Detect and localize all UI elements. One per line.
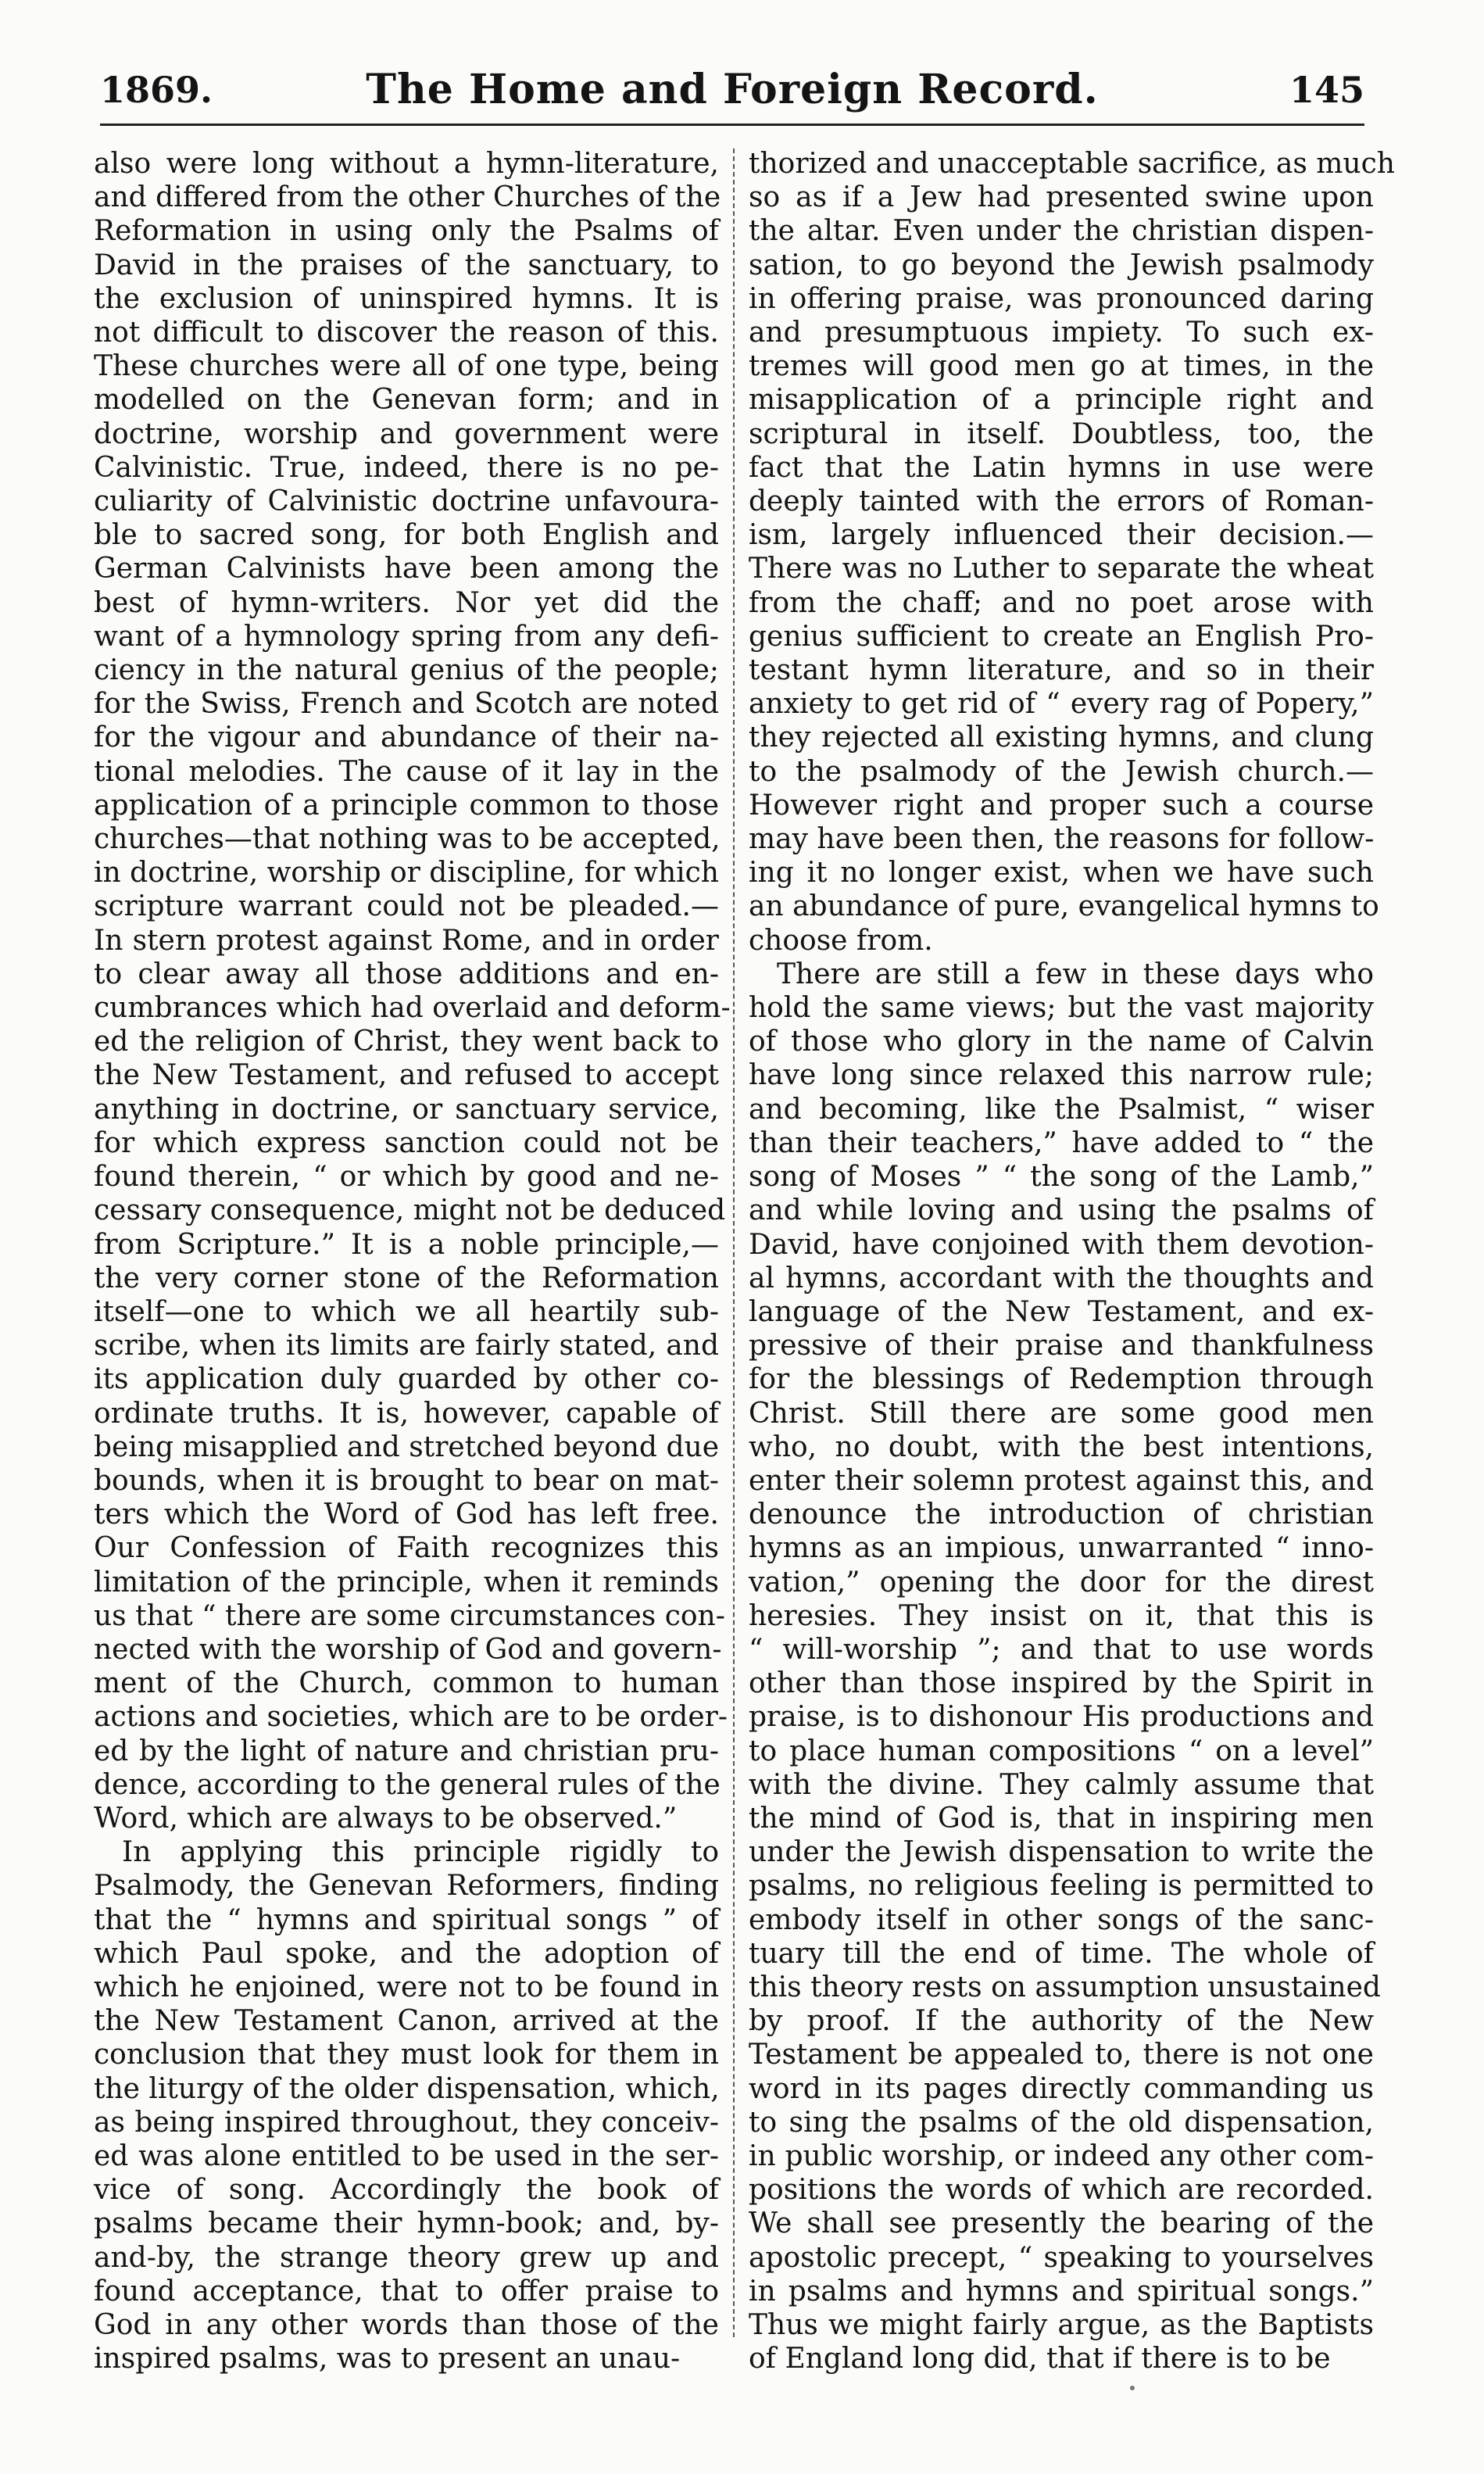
text-line: David, have conjoined with them devotion- [749,1228,1374,1261]
text-line: other than those inspired by the Spirit in [749,1667,1374,1700]
text-line: fact that the Latin hymns in use were [749,451,1374,484]
text-line: genius sufficient to create an English Pro- [749,620,1374,653]
text-line: song of Moses ” “ the song of the Lamb,” [749,1161,1374,1194]
text-line: Word, which are always to be observed.” [94,1802,678,1835]
text-line: who, no doubt, with the best intentions, [749,1430,1374,1463]
text-line: positions the words of which are recorded. [749,2174,1374,2207]
text-line: and while loving and using the psalms of [749,1194,1374,1227]
text-line: tremes will good men go at times, in the [749,350,1374,383]
text-line: the New Testament Canon, arrived at the [94,2005,719,2038]
text-line: for the vigour and abundance of their na- [94,721,719,754]
text-line: Psalmody, the Genevan Reformers, finding [94,1870,719,1903]
text-line: ism, largely influenced their decision.— [749,519,1374,552]
text-line: to the psalmody of the Jewish church.— [749,755,1374,788]
text-line: ment of the Church, common to human [94,1667,719,1700]
text-line: psalms, no religious feeling is permitted to [749,1870,1374,1903]
text-line: embody itself in other songs of the sanc- [749,1903,1374,1936]
text-line: application of a principle common to those [94,789,719,822]
text-line: have long since relaxed this narrow rule; [749,1059,1374,1092]
journal-title: The Home and Foreign Record. [366,66,1099,113]
text-line: vation,” opening the door for the direst [749,1566,1374,1599]
text-line: for which express sanction could not be [94,1126,719,1159]
text-line: conclusion that they must look for them in [94,2039,719,2071]
text-line: from the chaff; and no poet arose with [749,586,1374,619]
text-line: the exclusion of uninspired hymns. It is [94,282,719,315]
text-line: Reformation in using only the Psalms of [94,215,719,248]
text-line: being misapplied and stretched beyond due [94,1430,719,1463]
text-line: “ will-worship ”; and that to use words [749,1633,1374,1666]
text-line: by proof. If the authority of the New [749,2005,1374,2038]
text-line: nected with the worship of God and govern- [94,1633,722,1666]
text-line: Our Confession of Faith recognizes this [94,1532,719,1565]
text-line: and becoming, like the Psalmist, “ wiser [749,1093,1374,1126]
text-line: ters which the Word of God has left free. [94,1498,719,1531]
text-line: and-by, the strange theory grew up and [94,2241,719,2274]
text-line: There are still a few in these days who [777,958,1374,990]
text-line: heresies. They insist on it, that this is [749,1599,1374,1632]
text-line: found therein, “ or which by good and ne- [94,1161,719,1194]
text-line: to sing the psalms of the old dispensation, [749,2106,1374,2139]
text-line: cumbrances which had overlaid and deform- [94,992,731,1025]
text-line: in offering praise, was pronounced daring [749,282,1374,315]
text-line: tuary till the end of time. The whole of [749,1937,1374,1970]
text-line: bounds, when it is brought to bear on mat- [94,1464,719,1497]
text-line: ing it no longer exist, when we have such [749,857,1374,890]
running-header [100,66,1364,126]
text-line: may have been then, the reasons for follow- [749,823,1375,856]
text-line: denounce the introduction of christian [749,1498,1374,1531]
text-line: the New Testament, and refused to accept [94,1059,719,1092]
text-line: in doctrine, worship or discipline, for which [94,857,719,890]
text-line: cessary consequence, might not be deduced [94,1194,726,1227]
right-column [749,147,1395,2376]
text-line: hold the same views; but the vast majority [749,992,1374,1025]
text-line: this theory rests on assumption unsustained [749,1971,1381,2003]
text-line: itself—one to which we all heartily sub- [94,1295,719,1328]
text-line: best of hymn-writers. Nor yet did the [94,586,719,619]
text-line: so as if a Jew had presented swine upon [749,181,1374,214]
text-line: scribe, when its limits are fairly stated, and [94,1330,719,1362]
text-line: Testament be appealed to, there is not one [749,2039,1374,2071]
text-line: word in its pages directly commanding us [749,2072,1374,2105]
text-line: German Calvinists have been among the [94,553,719,585]
text-line: found acceptance, that to offer praise to [94,2275,719,2308]
text-line: hymns as an impious, unwarranted “ inno- [749,1532,1374,1565]
text-line: ble to sacred song, for both English and [94,519,719,552]
text-line: for the Swiss, French and Scotch are noted [94,688,719,721]
text-line: In stern protest against Rome, and in order [94,924,719,957]
text-line: testant hymn literature, and so in their [749,654,1374,687]
text-line: than their teachers,” have added to “ the [749,1126,1374,1159]
text-line: Calvinistic. True, indeed, there is no pe- [94,451,719,484]
text-line: psalms became their hymn-book; and, by- [94,2207,719,2240]
text-line: misapplication of a principle right and [749,384,1374,417]
text-line: vice of song. Accordingly the book of [94,2174,719,2207]
text-line: ciency in the natural genius of the people; [94,654,719,687]
text-line: in psalms and hymns and spiritual songs.” [749,2275,1374,2308]
text-line: thorized and unacceptable sacrifice, as much [749,148,1395,180]
text-line: ed by the light of nature and christian pru- [94,1735,719,1767]
text-line: the liturgy of the older dispensation, which, [94,2072,720,2105]
text-line: dence, according to the general rules of the [94,1768,721,1801]
text-line: its application duly guarded by other co- [94,1363,719,1396]
text-line: us that “ there are some circumstances con- [94,1599,725,1632]
text-line: tional melodies. The cause of it lay in the [94,755,719,788]
text-line: they rejected all existing hymns, and clung [749,721,1374,754]
text-line: churches—that nothing was to be accepted, [94,823,721,856]
text-line: in public worship, or indeed any other com- [749,2139,1374,2172]
text-line: God in any other words than those of the [94,2309,719,2341]
text-line: culiarity of Calvinistic doctrine unfavoura- [94,485,719,518]
text-line: which Paul spoke, and the adoption of [94,1937,719,1970]
text-line: pressive of their praise and thankfulness [749,1330,1374,1362]
text-line: limitation of the principle, when it reminds [94,1566,719,1599]
text-line: modelled on the Genevan form; and in [94,384,719,417]
text-line: anything in doctrine, or sanctuary service, [94,1093,719,1126]
column-divider [733,149,735,2337]
text-line: actions and societies, which are to be order- [94,1701,728,1734]
text-line: In applying this principle rigidly to [122,1836,719,1869]
text-line: under the Jewish dispensation to write the [749,1836,1374,1869]
text-line: from Scripture.” It is a noble principle,— [94,1228,719,1261]
text-line: the very corner stone of the Reformation [94,1262,719,1294]
text-line: and differed from the other Churches of the [94,181,721,214]
text-line: David in the praises of the sanctuary, to [94,249,719,281]
text-line: of those who glory in the name of Calvin [749,1026,1374,1058]
text-line: However right and proper such a course [749,789,1374,822]
text-line: scriptural in itself. Doubtless, too, the [749,417,1374,450]
text-line: ed the religion of Christ, they went back to [94,1026,719,1058]
header-year: 1869. [100,69,213,111]
text-line: praise, is to dishonour His productions and [749,1701,1374,1734]
page-number: 145 [1289,69,1364,111]
text-line: and presumptuous impiety. To such ex- [749,317,1374,349]
text-line: also were long without a hymn-literature, [94,148,719,180]
text-line: We shall see presently the bearing of the [749,2207,1374,2240]
text-line: anxiety to get rid of “ every rag of Popery,” [749,688,1374,721]
text-line: apostolic precept, “ speaking to yourselves [749,2241,1374,2274]
text-line: deeply tainted with the errors of Roman- [749,485,1374,518]
text-line: language of the New Testament, and ex- [749,1295,1374,1328]
text-line: with the divine. They calmly assume that [749,1768,1374,1801]
text-line: ed was alone entitled to be used in the ser- [94,2139,719,2172]
text-line: that the “ hymns and spiritual songs ” of [94,1903,719,1936]
text-line: the altar. Even under the christian dispen- [749,215,1374,248]
text-line: Thus we might fairly argue, as the Baptists [749,2309,1374,2341]
text-line: scripture warrant could not be pleaded.— [94,890,719,923]
text-line: There was no Luther to separate the wheat [749,553,1374,585]
text-line: want of a hymnology spring from any defi- [94,620,719,653]
text-line: to place human compositions “ on a level” [749,1735,1374,1767]
text-line: which he enjoined, were not to be found in [94,1971,719,2003]
text-line: These churches were all of one type, being [94,350,719,383]
text-line: choose from. [749,924,933,957]
text-line: ordinate truths. It is, however, capable of [94,1397,719,1430]
text-line: an abundance of pure, evangelical hymns to [749,890,1379,923]
text-line: inspired psalms, was to present an unau- [94,2343,681,2376]
text-line: sation, to go beyond the Jewish psalmody [749,249,1374,281]
text-line: enter their solemn protest against this, and [749,1464,1374,1497]
text-line: not difficult to discover the reason of this. [94,317,719,349]
ink-mark [1130,2386,1135,2390]
text-line: al hymns, accordant with the thoughts and [749,1262,1374,1294]
text-line: Christ. Still there are some good men [749,1397,1374,1430]
text-line: as being inspired throughout, they conceiv- [94,2106,719,2139]
text-line: to clear away all those additions and en- [94,958,719,990]
text-line: for the blessings of Redemption through [749,1363,1374,1396]
text-line: of England long did, that if there is to be [749,2343,1331,2376]
left-column [94,147,731,2376]
text-line: the mind of God is, that in inspiring men [749,1802,1374,1835]
text-line: doctrine, worship and government were [94,417,719,450]
